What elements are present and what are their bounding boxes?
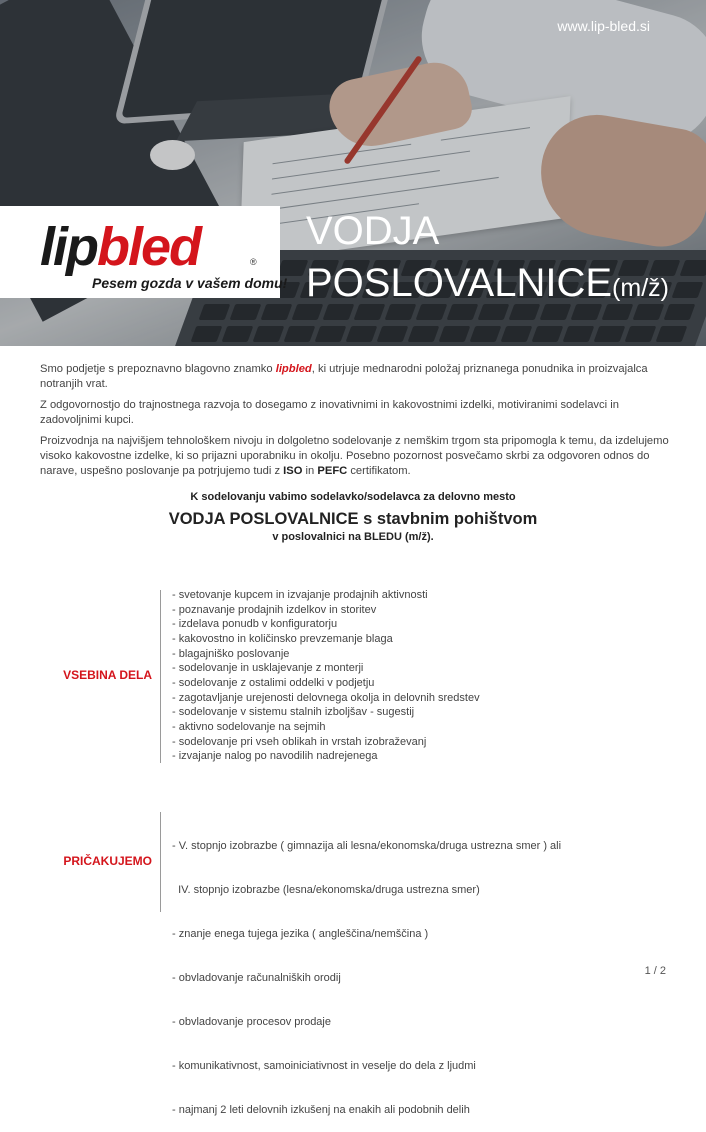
list-item: - sodelovanje pri vseh oblikah in vrstah izobraževanj <box>172 735 427 748</box>
list-item: - svetovanje kupcem in izvajanje prodajnih aktivnosti <box>172 589 428 601</box>
list-item: - najmanj 2 leti delovnih izkušenj na enakih ali podobnih delih <box>172 1104 470 1117</box>
list-item: - izdelava ponudb v konfiguratorju <box>172 618 338 631</box>
list-item: - znanje enega tujega jezika ( angleščina/nemščina ) <box>172 928 429 941</box>
list-item: - blagajniško poslovanje <box>172 647 290 660</box>
list-item: - zagotavljanje urejenosti delovnega okolja in delovnih sredstev <box>172 691 480 704</box>
section-label-job-content: VSEBINA DELA <box>63 668 152 682</box>
intro-paragraph-3: Proizvodnja na najvišjem tehnološkem nivoju in dolgoletno sodelovanje z nemškim trgom sta pripomogla k temu, da izdelujemo visoko kakovostne izdelke, ki so prijazni uporabniku in okolju. Posebno pozornost posvečamo skrbi za odgovoren odnos do narave, uspešno poslovanje pa potrjujemo tudi z ISO in PEFC certifikatom. <box>40 435 669 477</box>
list-item: - sodelovanje z ostalimi oddelki v podjetju <box>172 676 375 689</box>
registered-mark: ® <box>250 257 257 267</box>
list-item: - komunikativnost, samoiniciativnost in veselje do dela z ljudmi <box>172 1060 476 1073</box>
job-title-banner <box>306 205 669 314</box>
logo-tagline: Pesem gozda v vašem domu! <box>92 275 288 291</box>
list-item: - obvladovanje računalniških orodij <box>172 972 341 985</box>
section-divider-expectations <box>160 812 161 912</box>
title-gender-suffix: (m/ž) <box>612 274 669 302</box>
company-intro <box>40 362 670 485</box>
list-item: - sodelovanje in usklajevanje z monterji <box>172 662 364 675</box>
job-content-list <box>172 588 480 764</box>
title-line-1: VODJA <box>306 209 440 253</box>
intro-paragraph-1: Smo podjetje s prepoznavno blagovno znamko lipbled, ki utrjuje mednarodni položaj priznanega ponudnika in proizvajalca notranjih vrat. <box>40 363 648 390</box>
intro-paragraph-2: Z odgovornostjo do trajnostnega razvoja to dosegamo z inovativnimi in kakovostnimi izdelki, motiviranimi sodelavci in zadovoljnimi kupci. <box>40 399 619 426</box>
logo-wordmark: lipbled <box>40 217 201 277</box>
list-item: - aktivno sodelovanje na sejmih <box>172 720 326 733</box>
list-item: - kakovostno in količinsko prevzemanje blaga <box>172 632 393 645</box>
section-divider-job-content <box>160 590 161 763</box>
list-item: IV. stopnjo izobrazbe (lesna/ekonomska/druga ustrezna smer) <box>172 884 480 897</box>
position-title: VODJA POSLOVALNICE s stavbnim pohištvom <box>168 510 538 528</box>
title-line-2: POSLOVALNICE <box>306 261 613 305</box>
company-logo <box>0 206 288 298</box>
website-url[interactable]: www.lip-bled.si <box>557 18 650 34</box>
list-item: - V. stopnjo izobrazbe ( gimnazija ali lesna/ekonomska/druga ustrezna smer ) ali <box>172 840 562 853</box>
invitation-text: K sodelovanju vabimo sodelavko/sodelavca za delovno mesto <box>190 491 516 503</box>
position-location: v poslovalnici na BLEDU (m/ž). <box>272 531 434 543</box>
list-item: - poznavanje prodajnih izdelkov in storitev <box>172 603 377 616</box>
brand-name: lipbled <box>275 363 312 375</box>
list-item: - izvajanje nalog po navodilih nadrejenega <box>172 750 378 763</box>
expectations-list <box>172 810 561 1132</box>
list-item: - obvladovanje procesov prodaje <box>172 1016 331 1029</box>
section-label-expectations: PRIČAKUJEMO <box>63 854 152 868</box>
list-item: - sodelovanje v sistemu stalnih izboljšav - sugestij <box>172 706 415 719</box>
page-number: 1 / 2 <box>644 965 666 977</box>
